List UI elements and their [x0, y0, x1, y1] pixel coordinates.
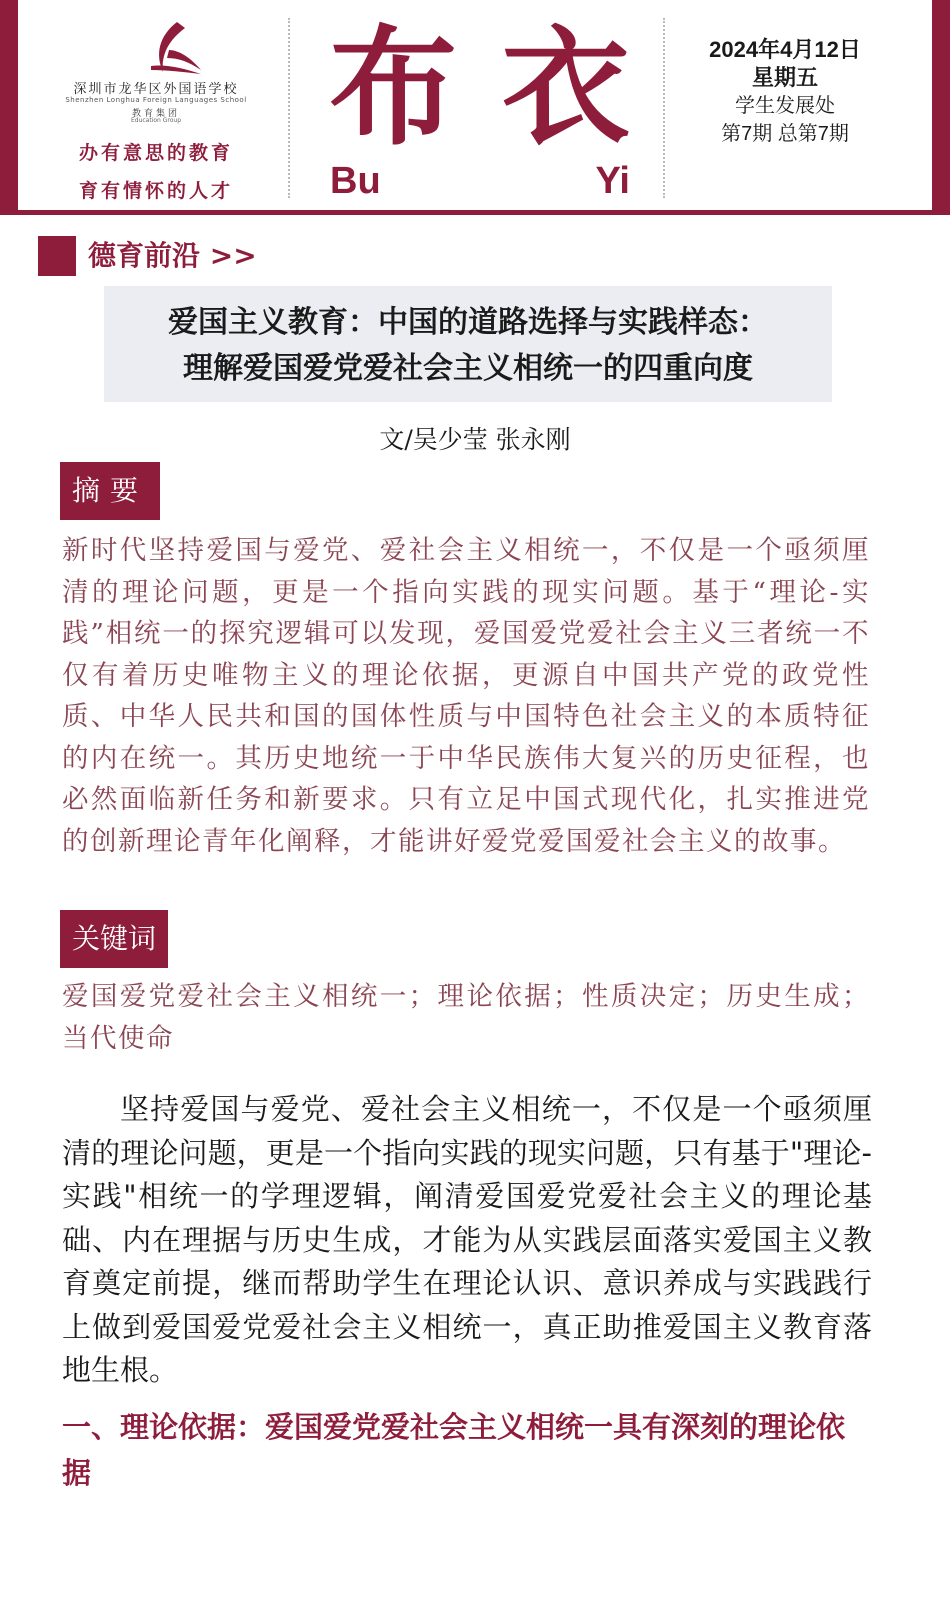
abstract-label: 摘要 [60, 462, 160, 520]
article-author: 文/吴少莹 张永刚 [379, 425, 571, 454]
education-group-english: Education Group [130, 117, 182, 124]
keywords-text: 爱国爱党爱社会主义相统一；理论依据；性质决定；历史生成；当代使命 [62, 981, 870, 1054]
section-marker-icon [38, 236, 76, 276]
header-divider-left [288, 18, 290, 198]
header-left-bar [0, 0, 18, 213]
issue-department: 学生发展处 [735, 95, 835, 117]
masthead-char-bu: 布 [329, 13, 454, 163]
header-bottom-rule [0, 210, 950, 215]
issue-weekday: 星期五 [751, 65, 818, 90]
masthead-pinyin-yi: Yi [595, 160, 630, 202]
body-paragraph: 坚持爱国与爱党、爱社会主义相统一，不仅是一个亟须厘清的理论问题，更是一个指向实践的现实问题，只有基于"理论-实践"相统一的学理逻辑，阐清爱国爱党爱社会主义的理论基础、内在理据与历史生成，才能为从实践层面落实爱国主义教育奠定前提，继而帮助学生在理论认识、意识养成与实践践行上做到爱国爱党爱社会主义相统一，真正助推爱国主义教育落地生根。 [62, 1092, 872, 1387]
keywords-label: 关键词 [60, 910, 168, 968]
slogan-line-1: 办有意思的教育 [78, 142, 233, 164]
issue-number: 第7期 总第7期 [721, 123, 849, 145]
article-title-line-2: 理解爱国爱党爱社会主义相统一的四重向度 [183, 351, 753, 386]
school-logo-icon [145, 20, 205, 76]
masthead-title [305, 13, 650, 163]
header-divider-right [663, 18, 665, 198]
masthead-pinyin [330, 160, 630, 203]
masthead-pinyin-bu: Bu [330, 160, 381, 202]
school-name: 深圳市龙华区外国语学校 [73, 82, 239, 97]
issue-meta [670, 36, 900, 148]
article-title-line-1: 爱国主义教育：中国的道路选择与实践样态： [168, 305, 768, 340]
header-right-bar [932, 0, 950, 213]
article-title-box [104, 286, 832, 402]
masthead-char-yi: 衣 [501, 13, 626, 163]
abstract-text: 新时代坚持爱国与爱党、爱社会主义相统一，不仅是一个亟须厘清的理论问题，更是一个指向实践的现实问题。基于“理论-实践”相统一的探究逻辑可以发现，爱国爱党爱社会主义三者统一不仅有着历史唯物主义的理论依据，更源自中国共产党的政党性质、中华人民共和国的国体性质与中国特色社会主义的本质特征的内在统一。其历史地统一于中华民族伟大复兴的历史征程，也必然面临新任务和新要求。只有立足中国式现代化，扎实推进党的创新理论青年化阐释，才能讲好爱党爱国爱社会主义的故事。 [62, 535, 870, 857]
school-name-english: Shenzhen Longhua Foreign Languages School [65, 96, 247, 104]
section-title: 德育前沿 >> [88, 239, 257, 272]
section-subheading: 一、理论依据：爱国爱党爱社会主义相统一具有深刻的理论依据 [62, 1410, 846, 1490]
education-group-label: 教育集团 [131, 109, 180, 119]
issue-date: 2024年4月12日 [709, 37, 861, 62]
slogan-line-2: 育有情怀的人才 [78, 180, 233, 202]
